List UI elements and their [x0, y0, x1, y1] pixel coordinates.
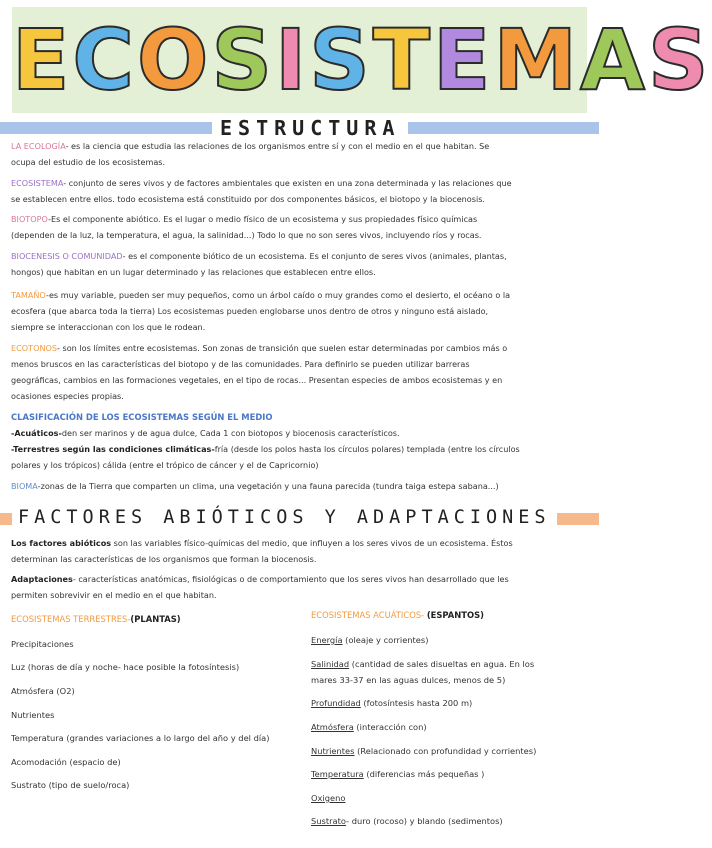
clasificacion-block — [11, 409, 583, 473]
acuaticos-item: Nutrientes (Relacionado con profundidad y corrientes) — [311, 746, 537, 756]
biotopo-text-2: (dependen de la luz, la temperatura, el agua, la salinidad...) Todo lo que no son seres vivos, incluyendo ríos y rocas. — [11, 230, 482, 240]
ecotonos-text-3: geográficas, cambios en las formaciones vegetales, en el tipo de rocas... Presentan especies de ambos ecosistemas y en — [11, 375, 503, 385]
paragraph-factores — [11, 535, 583, 567]
ecotonos-text-2: menos bruscos en las características del biotopo y de las comunidades. Para definirlo se pueden utilizar barreras — [11, 359, 470, 369]
acuaticos-item: Atmósfera (interacción con) — [311, 722, 427, 732]
terrestres-heading-plants: (PLANTAS) — [130, 614, 181, 624]
section-title-estructura: ESTRUCTURA — [212, 114, 408, 142]
terrestres-item: Acomodación (espacio de) — [11, 757, 121, 767]
title-letter: T — [372, 11, 434, 109]
acuaticos-item: Sustrato- duro (rocoso) y blando (sedimentos) — [311, 816, 503, 826]
title-letter: S — [309, 11, 373, 109]
acuaticos-heading-espantos: (ESPANTOS) — [426, 610, 484, 620]
term-biotopo: BIOTOPO — [11, 214, 49, 224]
acuaticos-text: den ser marinos y de agua dulce, Cada 1 con biotopos y biocenosis característicos. — [61, 428, 400, 438]
adaptaciones-text: - características anatómicas, fisiológicas o de comportamiento que los seres vivos han desarrollado que les — [72, 574, 509, 584]
terrestres-heading — [11, 611, 181, 627]
paragraph-biocenosis — [11, 248, 583, 280]
bioma-text: -zonas de la Tierra que comparten un clima, una vegetación y una fauna parecida (tundra taiga estepa sabana...) — [37, 481, 499, 491]
paragraph-bioma — [11, 478, 583, 494]
paragraph-tamano — [11, 287, 583, 335]
ecologia-text: - es la ciencia que estudia las relaciones de los organismos entre sí y con el medio en el que habitan. Se — [65, 141, 490, 151]
title-letter: E — [12, 11, 73, 109]
term-acuaticos: -Acuáticos- — [11, 428, 62, 438]
acuaticos-item-continued: mares 33-37 en las aguas dulces, menos de 5) — [311, 675, 506, 685]
terrestres-heading-label: ECOSISTEMAS TERRESTRES- — [11, 614, 131, 624]
acuaticos-item: Temperatura (diferencias más pequeñas ) — [311, 769, 485, 779]
terrestres-item: Precipitaciones — [11, 639, 74, 649]
title-letter: S — [648, 11, 712, 109]
term-terrestres: -Terrestres según las condiciones climáticas- — [11, 444, 215, 454]
ecotonos-text: - son los límites entre ecosistemas. Son zonas de transición que suelen estar determinadas por cambios más o — [57, 343, 508, 353]
title-letter: M — [493, 11, 581, 109]
acuaticos-item: Salinidad (cantidad de sales disueltas en agua. En los — [311, 659, 535, 669]
term-factores: Los factores abióticos — [11, 538, 112, 548]
paragraph-biotopo — [11, 211, 583, 243]
clasificacion-heading: CLASIFICACIÓN DE LOS ECOSISTEMAS SEGÚN EL MEDIO — [11, 412, 273, 422]
term-ecologia: LA ECOLOGÍA — [11, 141, 66, 151]
tamano-text-3: siempre se interaccionan con los que le rodean. — [11, 322, 206, 332]
paragraph-adaptaciones — [11, 571, 583, 603]
title-letter: E — [433, 11, 494, 109]
factores-text: son las variables físico-químicas del medio, que influyen a los seres vivos de un ecosistema. Éstos — [111, 538, 513, 548]
tamano-text: -es muy variable, pueden ser muy pequeños, como un árbol caído o muy grandes como el desierto, el océano o la — [46, 290, 511, 300]
term-bioma: BIOMA — [11, 481, 38, 491]
acuaticos-item: Profundidad (fotosíntesis hasta 200 m) — [311, 698, 473, 708]
acuaticos-item: Oxigeno — [311, 793, 346, 803]
title-letter: S — [211, 11, 275, 109]
term-biocenosis: BIOCENESIS O COMUNIDAD — [11, 251, 123, 261]
title-letter: I — [274, 11, 310, 109]
page-title — [12, 7, 712, 113]
term-tamano: TAMAÑO — [11, 290, 47, 300]
acuaticos-heading — [311, 607, 484, 623]
paragraph-ecologia — [11, 138, 583, 170]
factores-text-2: determinan las características de los organismos que forman la biocenosis. — [11, 554, 317, 564]
title-letter: A — [580, 11, 649, 109]
ecologia-text-2: ocupa del estudio de los ecosistemas. — [11, 157, 166, 167]
terrestres-item: Nutrientes — [11, 710, 55, 720]
title-letter: O — [137, 11, 212, 109]
ecosistema-text-2: se establecen entre ellos. todo ecosistema está constituido por dos componentes básicos, el biotopo y la biocenosis. — [11, 194, 486, 204]
section-title-factores: FACTORES ABIÓTICOS Y ADAPTACIONES — [12, 504, 557, 532]
paragraph-ecotonos — [11, 340, 583, 404]
terrestres-text: fría (desde los polos hasta los círculos polares) templada (entre los círculos — [214, 444, 520, 454]
paragraph-ecosistema — [11, 175, 583, 207]
term-ecosistema: ECOSISTEMA — [11, 178, 64, 188]
biocenosis-text-2: hongos) que habitan en un lugar determinado y las relaciones que establecen entre ellos. — [11, 267, 376, 277]
ecosistema-text: - conjunto de seres vivos y de factores ambientales que existen en una zona determinada y las relaciones que — [63, 178, 512, 188]
terrestres-item: Atmósfera (O2) — [11, 686, 75, 696]
ecotonos-text-4: ocasiones especies propias. — [11, 391, 124, 401]
tamano-text-2: ecosfera (que abarca toda la tierra) Los ecosistemas pueden englobarse unos dentro de otros y ninguno está aislado, — [11, 306, 489, 316]
terrestres-item: Luz (horas de día y noche- hace posible la fotosíntesis) — [11, 662, 240, 672]
terrestres-item: Temperatura (grandes variaciones a lo largo del año y del día) — [11, 733, 270, 743]
acuaticos-item: Energía (oleaje y corrientes) — [311, 635, 429, 645]
terrestres-text-2: polares y los trópicos) cálida (entre el trópico de cáncer y el de Capricornio) — [11, 460, 319, 470]
term-ecotonos: ECOTONOS — [11, 343, 58, 353]
acuaticos-heading-label: ECOSISTEMAS ACUÁTICOS- — [311, 610, 427, 620]
biocenosis-text: - es el componente biótico de un ecosistema. Es el conjunto de seres vivos (animales, plantas, — [122, 251, 507, 261]
title-letter: C — [72, 11, 138, 109]
term-adaptaciones: Adaptaciones — [11, 574, 73, 584]
terrestres-item: Sustrato (tipo de suelo/roca) — [11, 780, 130, 790]
biotopo-text: -Es el componente abiótico. Es el lugar o medio físico de un ecosistema y sus propiedades físico químicas — [48, 214, 478, 224]
adaptaciones-text-2: permiten sobrevivir en el medio en el que habitan. — [11, 590, 217, 600]
